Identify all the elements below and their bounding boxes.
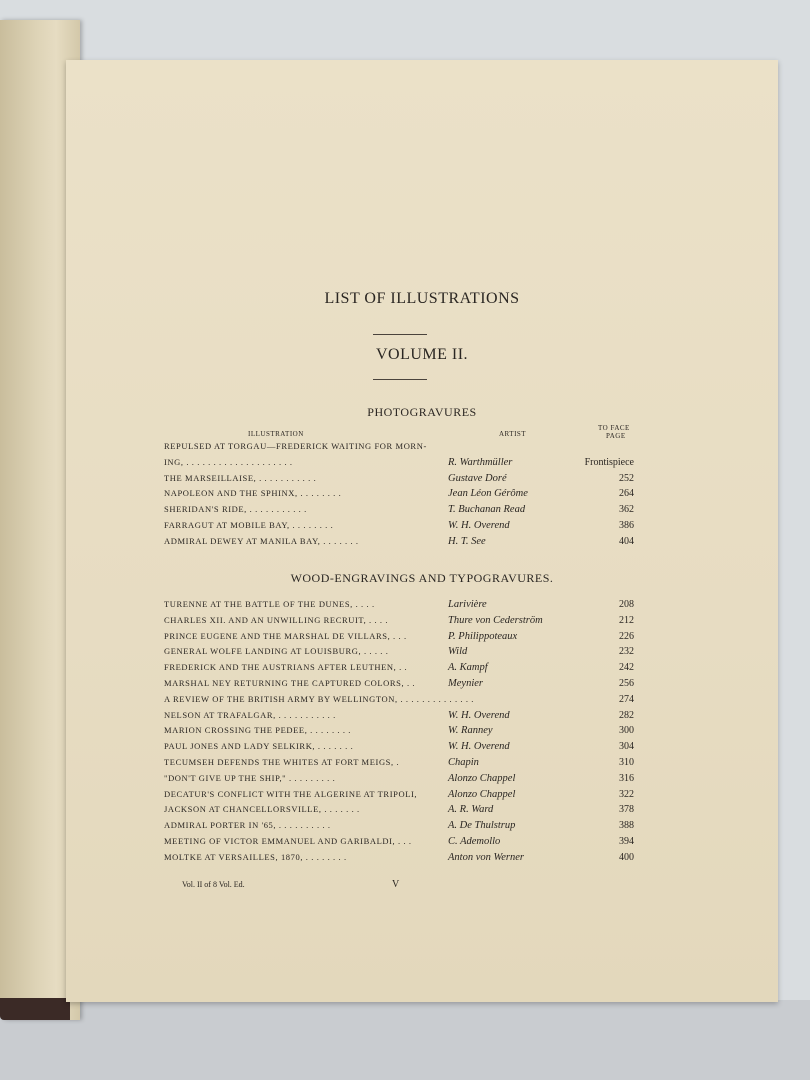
artist-name: W. H. Overend [448, 520, 510, 531]
artist-name: W. Ranney [448, 725, 493, 737]
artist-name: W. H. Overend [448, 709, 510, 721]
illustration-title: MARION CROSSING THE PEDEE, . . . . . . . . [164, 725, 352, 736]
page-number: Frontispiece [584, 456, 634, 468]
footer-volume-note: Vol. II of 8 Vol. Ed. [182, 880, 245, 889]
list-item [66, 678, 778, 693]
list-item [66, 836, 778, 851]
illustration-title: NAPOLEON AND THE SPHINX, . . . . . . . . [164, 488, 342, 499]
artist-name: Jean Léon Gérôme [448, 488, 528, 500]
artist-name: Anton von Werner [448, 851, 525, 863]
page-number: 322 [619, 788, 634, 800]
artist-name: Meynier [448, 678, 483, 689]
list-item [66, 441, 778, 456]
page-number: 232 [619, 646, 634, 658]
illustration-title: THE MARSEILLAISE, . . . . . . . . . . . [164, 472, 317, 483]
list-item [66, 757, 778, 772]
artist-name: Alonzo Chappel [448, 788, 516, 800]
page-number: 226 [619, 630, 634, 642]
illustration-title: PRINCE EUGENE AND THE MARSHAL DE VILLARS, . . . [164, 630, 407, 641]
footer-page-number: V [392, 879, 400, 890]
page-number: 252 [619, 472, 634, 484]
illustration-title: NELSON AT TRAFALGAR, . . . . . . . . . . . [164, 709, 336, 720]
list-item [66, 646, 778, 661]
illustration-title: ING, . . . . . . . . . . . . . . . . . . . . [164, 456, 293, 467]
book-spine [0, 998, 70, 1020]
illustration-title: MARSHAL NEY RETURNING THE CAPTURED COLORS, . . [164, 678, 416, 688]
artist-name: C. Ademollo [448, 836, 501, 847]
page-number: 310 [619, 757, 634, 768]
artist-name: W. H. Overend [448, 741, 510, 753]
page-number: 212 [619, 614, 634, 626]
illustration-title: "DON'T GIVE UP THE SHIP," . . . . . . . . . [164, 772, 336, 783]
page-number: 264 [619, 488, 634, 500]
illustration-title: FARRAGUT AT MOBILE BAY, . . . . . . . . [164, 520, 334, 530]
list-item [66, 789, 778, 804]
list-item [66, 473, 778, 488]
artist-name: T. Buchanan Read [448, 504, 526, 516]
list-item [66, 694, 778, 709]
illustration-title: MOLTKE AT VERSAILLES, 1870, . . . . . . . . [164, 851, 347, 862]
list-item [66, 725, 778, 740]
artist-name: A. De Thulstrup [448, 820, 516, 832]
list-item [66, 631, 778, 646]
artist-name: P. Philippoteaux [448, 630, 518, 642]
list-item [66, 488, 778, 503]
artist-name: H. T. See [448, 535, 486, 547]
page-number: 388 [619, 820, 634, 832]
illustration-title: TECUMSEH DEFENDS THE WHITES AT FORT MEIGS, . [164, 757, 400, 767]
list-item [66, 457, 778, 472]
col-page-1: TO FACE [598, 424, 630, 432]
volume-heading: VOLUME II. [375, 346, 469, 363]
list-item [66, 615, 778, 630]
illustration-title: TURENNE AT THE BATTLE OF THE DUNES, . . . . [164, 599, 375, 609]
page-title: LIST OF ILLUSTRATIONS [324, 290, 520, 307]
list-item [66, 710, 778, 725]
page-number: 400 [619, 851, 634, 863]
wood-heading: WOOD-ENGRAVINGS AND TYPOGRAVURES. [290, 571, 554, 585]
list-item [66, 804, 778, 819]
page-number: 394 [619, 836, 634, 847]
list-item [66, 773, 778, 788]
book-page [66, 60, 778, 1002]
list-item [66, 741, 778, 756]
page-number: 404 [619, 535, 634, 547]
illustration-title: DECATUR'S CONFLICT WITH THE ALGERINE AT TRIPOLI, [164, 788, 418, 799]
list-item [66, 852, 778, 867]
list-item [66, 599, 778, 614]
artist-name: R. Warthmüller [448, 456, 513, 468]
list-item [66, 820, 778, 835]
artist-name: Chapin [448, 757, 479, 768]
artist-name: Wild [448, 646, 468, 658]
illustration-title: SHERIDAN'S RIDE, . . . . . . . . . . . [164, 504, 307, 515]
page-number: 208 [619, 599, 634, 610]
col-illustration: ILLUSTRATION [248, 430, 304, 438]
col-artist: ARTIST [499, 430, 527, 438]
illustration-title: ADMIRAL PORTER IN '65, . . . . . . . . . . [164, 820, 331, 831]
illustration-title: GENERAL WOLFE LANDING AT LOUISBURG, . . . . . [164, 646, 389, 657]
artist-name: A. Kampf [448, 662, 488, 674]
artist-name: A. R. Ward [448, 804, 494, 816]
page-number: 256 [619, 678, 634, 689]
illustration-title: REPULSED AT TORGAU—FREDERICK WAITING FOR MORN- [164, 441, 427, 451]
page-number: 386 [619, 520, 634, 531]
illustration-title: JACKSON AT CHANCELLORSVILLE, . . . . . . . [164, 804, 360, 815]
illustration-title: ADMIRAL DEWEY AT MANILA BAY, . . . . . . . [164, 535, 359, 546]
list-item [66, 504, 778, 519]
page-number: 362 [619, 504, 634, 516]
illustration-title: MEETING OF VICTOR EMMANUEL AND GARIBALDI, . . . [164, 836, 412, 846]
list-item [66, 520, 778, 535]
page-number: 304 [619, 741, 634, 753]
page-number: 274 [619, 693, 634, 705]
artist-name: Larivière [448, 599, 487, 610]
illustration-title: A REVIEW OF THE BRITISH ARMY BY WELLINGTON, . . . . . . . . . . . . . . [164, 693, 475, 704]
artist-name: Gustave Doré [448, 472, 507, 484]
page-number: 300 [619, 725, 634, 737]
page-number: 378 [619, 804, 634, 816]
artist-name: Thure von Cederström [448, 614, 543, 626]
artist-name: Alonzo Chappel [448, 772, 516, 784]
table-surface [0, 1000, 810, 1080]
col-page-2: PAGE [606, 432, 626, 440]
title-rule-top [373, 334, 427, 335]
title-rule-bottom [373, 379, 427, 380]
page-number: 316 [619, 772, 634, 784]
illustration-title: FREDERICK AND THE AUSTRIANS AFTER LEUTHEN, . . [164, 662, 408, 673]
list-item [66, 536, 778, 551]
illustration-title: PAUL JONES AND LADY SELKIRK, . . . . . . . [164, 741, 354, 752]
illustration-title: CHARLES XII. AND AN UNWILLING RECRUIT, . . . . [164, 614, 389, 625]
list-item [66, 662, 778, 677]
page-number: 282 [619, 709, 634, 721]
photogravures-heading: PHOTOGRAVURES [367, 405, 477, 419]
page-number: 242 [619, 662, 634, 674]
